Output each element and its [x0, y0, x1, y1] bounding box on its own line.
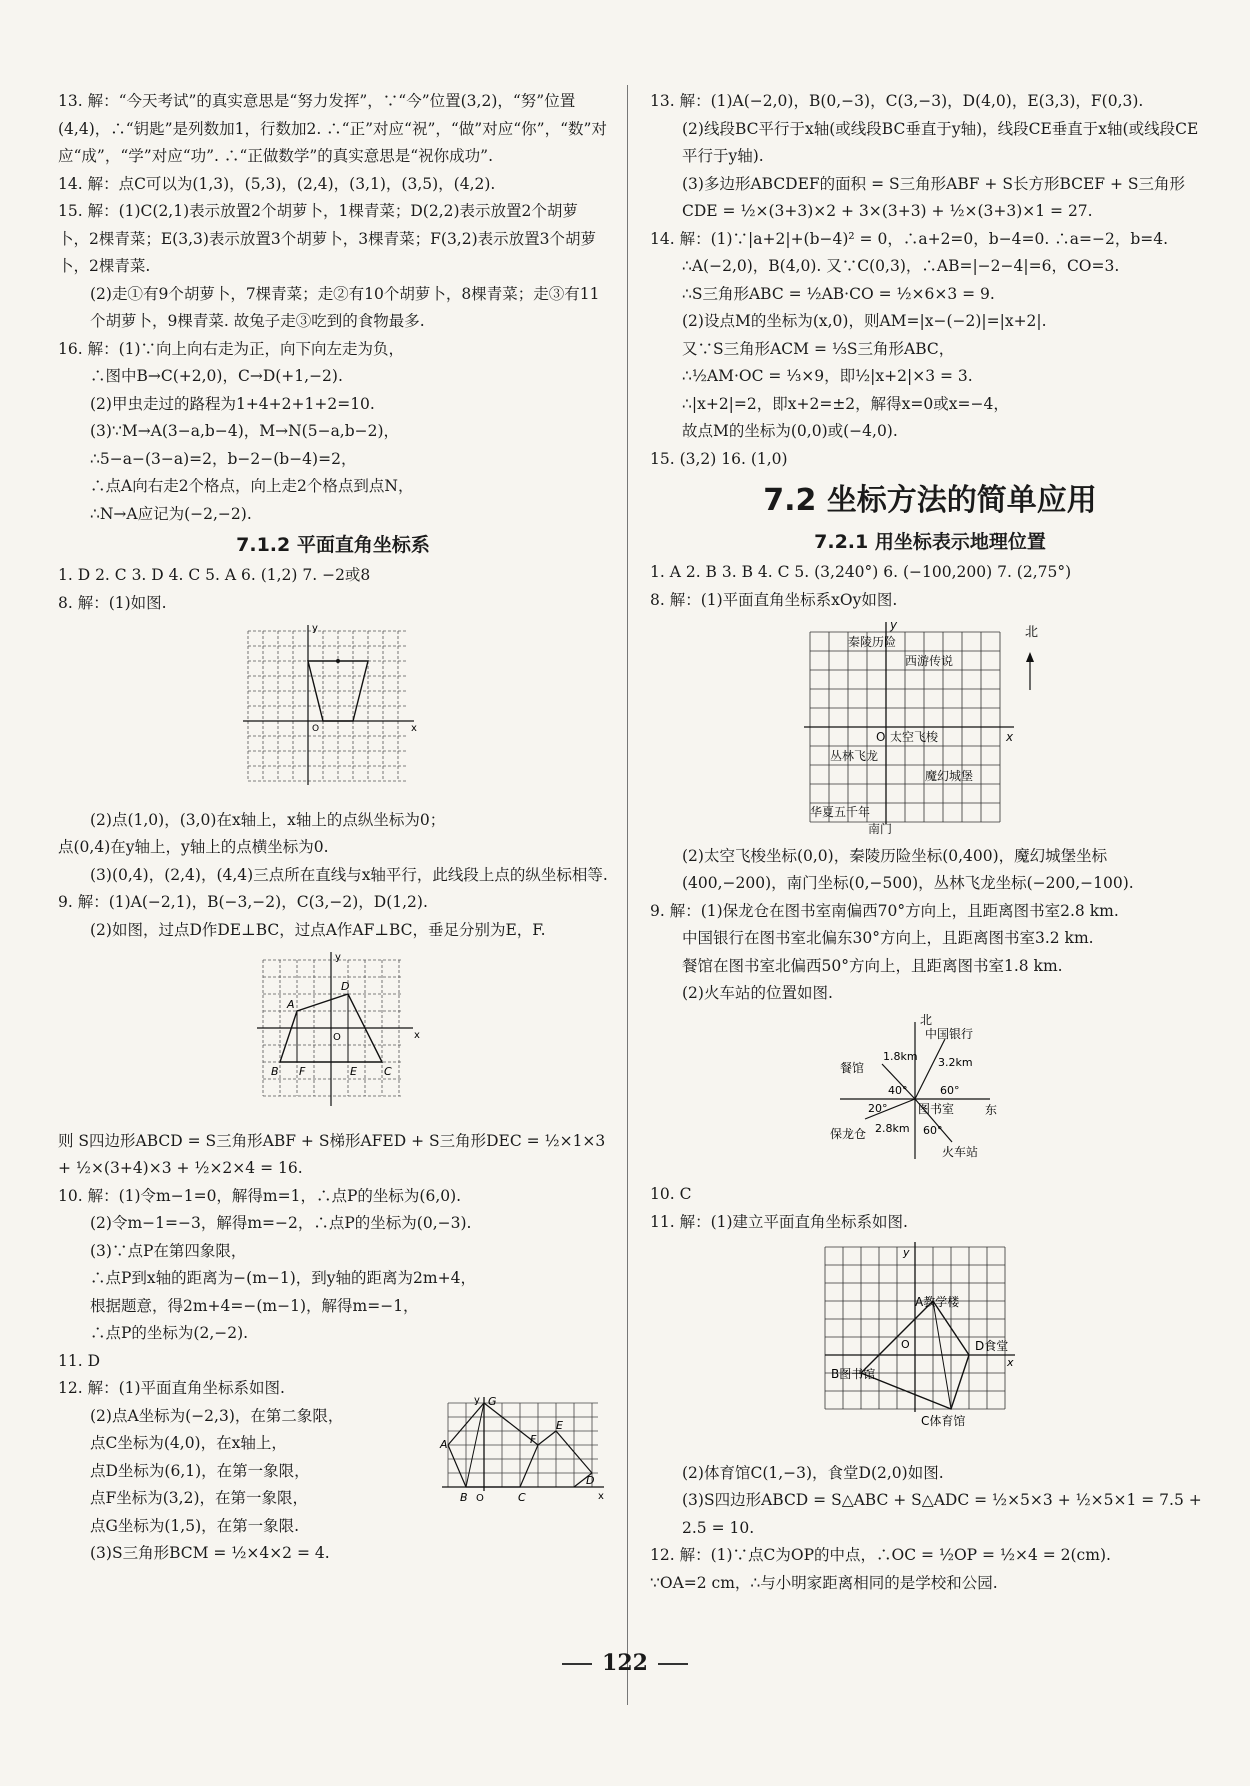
answer-11-1: 11. 解：(1)建立平面直角坐标系如图.	[650, 1212, 908, 1231]
figure-compass-9	[820, 1014, 1210, 1174]
page-number-text: 122	[602, 1650, 648, 1676]
answer-9-2: (2)火车站的位置如图.	[682, 984, 833, 1002]
answer-8-3: (3)(0,4)，(2,4)，(4,4)三点所在直线与x轴平行，此线段上点的纵坐标相等.	[90, 865, 608, 884]
answer-14-line: ∴S三角形ABC = ½AB·CO = ½×6×3 = 9.	[682, 284, 995, 303]
grid-12-svg	[438, 1395, 608, 1505]
answer-13-2: (2)线段BC平行于x轴(或线段BC垂直于y轴)，线段CE垂直于x轴(或线段CE平行于y轴).	[682, 119, 1199, 165]
column-divider	[627, 85, 628, 1705]
dist-bank: 3.2km	[938, 1055, 973, 1069]
label-huaxia: 华夏五千年	[810, 805, 871, 819]
answer-15-1: 15. 解：(1)C(2,1)表示放置2个胡萝卜，1棵青菜；D(2,2)表示放置2个胡萝卜，2棵青菜；E(3,3)表示放置3个胡萝卜，3棵青菜；F(3,2)表示放置3个胡萝卜，2棵青菜.	[58, 202, 597, 275]
answer-9-1: 9. 解：(1)保龙仓在图书室南偏西70°方向上，且距离图书室2.8 km.	[650, 901, 1119, 920]
answer-8: 8. 解：(1)如图.	[58, 593, 167, 612]
point-C: C	[384, 1065, 392, 1078]
origin-label: O	[312, 724, 320, 734]
origin-label: O	[333, 1032, 341, 1043]
answer-12-1: 12. 解：(1)平面直角坐标系如图.	[58, 1379, 285, 1397]
axis-x-label: x	[1006, 730, 1014, 744]
label-origin: O	[876, 730, 886, 744]
page-number	[0, 1650, 1250, 1676]
point-F: F	[299, 1065, 306, 1078]
origin-label: O	[901, 1338, 910, 1351]
answer-8-2: (2)点(1,0)，(3,0)在x轴上，x轴上的点纵坐标为0；	[90, 810, 446, 829]
axis-y-label: y	[335, 952, 341, 963]
answer-9-1: 9. 解：(1)A(−2,1)，B(−3,−2)，C(3,−2)，D(1,2).	[58, 893, 428, 911]
figure-map-8	[800, 620, 1210, 835]
north-label: 北	[920, 1012, 933, 1027]
answer-10-line: 根据题意，得2m+4=−(m−1)，解得m=−1，	[90, 1296, 419, 1315]
point-E: E	[556, 1419, 563, 1432]
answer-11-3: (3)S四边形ABCD = S△ABC + S△ADC = ½×5×3 + ½×5×1 = 7.5 + 2.5 = 10.	[682, 1491, 1202, 1537]
figure-map-11	[815, 1242, 1210, 1452]
answer-16-line: ∴N→A应记为(−2,−2).	[90, 504, 252, 523]
answer-9-2: (2)如图，过点D作DE⊥BC，过点A作AF⊥BC，垂足分别为E，F.	[90, 920, 546, 939]
label-south-gate: 南门	[868, 822, 893, 836]
origin-label: O	[476, 1493, 484, 1504]
label-qinling: 秦陵历险	[848, 635, 897, 649]
axis-y-label: y	[890, 618, 898, 632]
answer-16-line: ∴图中B→C(+2,0)，C→D(+1,−2).	[90, 367, 343, 385]
answer-13-3: (3)多边形ABCDEF的面积 = S三角形ABF + S长方形BCEF + S三角形CDE = ½×(3+3)×2 + 3×(3+3) + ½×(3+3)×1 = 27.	[682, 174, 1186, 220]
axis-x-label: x	[411, 723, 417, 734]
choice-answers: 1. D 2. C 3. D 4. C 5. A 6. (1,2) 7. −2或8	[58, 566, 371, 584]
dash-right	[658, 1663, 688, 1665]
answer-16-1: 16. 解：(1)∵向上向右走为正，向下向左走为负，	[58, 339, 405, 358]
dist-baolong: 2.8km	[875, 1121, 910, 1135]
point-D: D	[586, 1474, 595, 1487]
label-xiyou: 西游传说	[905, 654, 954, 668]
restaurant-label: 餐馆	[840, 1060, 865, 1075]
point-B: B	[460, 1491, 468, 1504]
point-B: B	[271, 1065, 279, 1078]
point-A: A	[287, 998, 295, 1011]
label-library: B图书馆	[831, 1367, 876, 1381]
answer-11-2: (2)体育馆C(1,−3)，食堂D(2,0)如图.	[682, 1463, 944, 1482]
point-D: D	[341, 980, 350, 993]
answer-15-2: (2)走①有9个胡萝卜，7棵青菜；走②有10个胡萝卜，8棵青菜；走③有11个胡萝卜，9棵青菜. 故兔子走③吃到的食物最多.	[90, 284, 600, 330]
label-castle: 魔幻城堡	[925, 769, 974, 783]
axis-x-label: x	[598, 1491, 604, 1502]
angle-40: 40°	[888, 1083, 908, 1097]
figure-grid-9	[253, 950, 608, 1120]
answer-13: 13. 解：(1)A(−2,0)，B(0,−3)，C(3,−3)，D(4,0)，E(3,3)，F(0,3).	[650, 92, 1144, 110]
answer-12-2: ∵OA=2 cm，∴与小明家距离相同的是学校和公园.	[650, 1573, 998, 1592]
answer-14: 14. 解：点C可以为(1,3)，(5,3)，(2,4)，(3,1)，(3,5)，(4,2).	[58, 174, 496, 193]
bank-label: 中国银行	[925, 1026, 974, 1041]
axis-y-label: y	[903, 1246, 910, 1259]
compass-svg	[820, 1014, 1010, 1164]
answer-10-1: 10. 解：(1)令m−1=0，解得m=1，∴点P的坐标为(6,0).	[58, 1186, 462, 1205]
grid-9-svg	[253, 950, 423, 1110]
angle-60: 60°	[940, 1083, 960, 1097]
answer-16-line: ∴点A向右走2个格点，向上走2个格点到点N，	[90, 477, 414, 495]
answer-10-line: ∴点P到x轴的距离为−(m−1)，到y轴的距离为2m+4，	[90, 1269, 476, 1287]
label-gym: C体育馆	[921, 1414, 966, 1428]
answer-12-line: 点G坐标为(1,5)，在第一象限.	[90, 1516, 300, 1535]
section-title-7-2-1: 7.2.1 用坐标表示地理位置	[814, 531, 1046, 553]
point-G: G	[488, 1395, 497, 1408]
axis-y-label: y	[474, 1395, 480, 1406]
answer-14-line: 又∵S三角形ACM = ⅓S三角形ABC，	[682, 339, 955, 358]
answer-14-2: (2)设点M的坐标为(x,0)，则AM=|x−(−2)|=|x+2|.	[682, 312, 1047, 330]
map-11-svg	[815, 1242, 1025, 1442]
choice-answers: 1. A 2. B 3. B 4. C 5. (3,240°) 6. (−100,200) 7. (2,75°)	[650, 563, 1072, 581]
figure-grid-8	[238, 623, 608, 799]
answer-14-line: ∴A(−2,0)，B(4,0). 又∵C(0,3)，∴AB=|−2−4|=6，CO=3.	[682, 257, 1120, 275]
grid-8-svg	[238, 623, 418, 789]
answer-15-16: 15. (3,2) 16. (1,0)	[650, 449, 788, 468]
library-label: 图书室	[918, 1101, 955, 1116]
answer-8-2b: 点(0,4)在y轴上，y轴上的点横坐标为0.	[58, 838, 329, 856]
label-jungle: 丛林飞龙	[830, 749, 879, 763]
label-space-shuttle: 太空飞梭	[890, 730, 939, 744]
map-8-svg	[800, 618, 1050, 836]
answer-9-line: 中国银行在图书室北偏东30°方向上，且距离图书室3.2 km.	[682, 929, 1094, 947]
angle-20: 20°	[868, 1101, 888, 1115]
axis-x-label: x	[414, 1030, 420, 1041]
point-C: C	[518, 1491, 526, 1504]
point-A: A	[440, 1438, 448, 1451]
label-teaching: A教学楼	[915, 1295, 960, 1309]
section-title-7-2: 7.2 坐标方法的简单应用	[763, 483, 1097, 518]
answer-10-2: (2)令m−1=−3，解得m=−2，∴点P的坐标为(0,−3).	[90, 1214, 472, 1232]
answer-14-line: ∴|x+2|=2，即x+2=±2，解得x=0或x=−4，	[682, 394, 1009, 413]
dist-restaurant: 1.8km	[883, 1049, 918, 1063]
left-column	[58, 88, 608, 1568]
angle-60b: 60°	[923, 1123, 943, 1137]
answer-12-line: 点D坐标为(6,1)，在第一象限，	[90, 1461, 310, 1480]
answer-12-2: (2)点A坐标为(−2,3)，在第二象限，	[90, 1406, 344, 1425]
point-F: F	[530, 1433, 537, 1446]
label-canteen: D食堂	[975, 1339, 1009, 1353]
answer-8-2: (2)太空飞梭坐标(0,0)，秦陵历险坐标(0,400)，魔幻城堡坐标(400,−200)，南门坐标(0,−500)，丛林飞龙坐标(−200,−100).	[682, 846, 1134, 892]
answer-12-block	[58, 1375, 608, 1568]
point-E: E	[350, 1065, 357, 1078]
answer-10-3: (3)∵点P在第四象限，	[90, 1241, 247, 1260]
answer-16-3: (3)∵M→A(3−a,b−4)，M→N(5−a,b−2)，	[90, 422, 400, 440]
answer-14-line: ∴½AM·OC = ⅓×9，即½|x+2|×3 = 3.	[682, 367, 973, 385]
section-title-7-1-2: 7.1.2 平面直角坐标系	[236, 534, 430, 556]
answer-14-line: 故点M的坐标为(0,0)或(−4,0).	[682, 422, 898, 440]
dash-left	[562, 1663, 592, 1665]
right-column	[650, 88, 1210, 1597]
baolong-label: 保龙仓	[830, 1126, 867, 1141]
answer-12-line: 点F坐标为(3,2)，在第一象限，	[90, 1489, 308, 1507]
answer-13: 13. 解：“今天考试”的真实意思是“努力发挥”，∵“今”位置(3,2)，“努”位置(4,4)，∴“钥匙”是列数加1，行数加2. ∴“正”对应“祝”，“做”对应“你”，“数”对应“成”，“学”对应“功”. ∴“正做数学”的真实意思是“祝你成功”.	[58, 92, 607, 165]
answer-16-line: ∴5−a−(3−a)=2，b−2−(b−4)=2，	[90, 449, 357, 468]
answer-9-area: 则 S四边形ABCD = S三角形ABF + S梯形AFED + S三角形DEC = ½×1×3 + ½×(3+4)×3 + ½×2×4 = 16.	[58, 1131, 606, 1177]
answer-12-1: 12. 解：(1)∵点C为OP的中点，∴OC = ½OP = ½×4 = 2(cm).	[650, 1546, 1111, 1564]
north-label: 北	[1025, 625, 1039, 640]
answer-9-line: 餐馆在图书室北偏西50°方向上，且距离图书室1.8 km.	[682, 956, 1063, 975]
answer-10: 10. C	[650, 1185, 692, 1203]
answer-12-3: (3)S三角形BCM = ½×4×2 = 4.	[90, 1544, 330, 1562]
station-label: 火车站	[942, 1144, 979, 1159]
answer-16-2: (2)甲虫走过的路程为1+4+2+1+2=10.	[90, 394, 375, 413]
figure-grid-12	[438, 1395, 608, 1515]
axis-y-label: y	[312, 623, 318, 634]
answer-10-line: ∴点P的坐标为(2,−2).	[90, 1324, 249, 1342]
answer-12-line: 点C坐标为(4,0)，在x轴上，	[90, 1434, 287, 1452]
axis-x-label: x	[1007, 1356, 1014, 1369]
answer-8-1: 8. 解：(1)平面直角坐标系xOy如图.	[650, 590, 898, 609]
answer-14-1: 14. 解：(1)∵|a+2|+(b−4)² = 0，∴a+2=0，b−4=0. ∴a=−2，b=4.	[650, 229, 1169, 248]
east-label: 东	[985, 1102, 998, 1117]
answer-11: 11. D	[58, 1351, 101, 1370]
